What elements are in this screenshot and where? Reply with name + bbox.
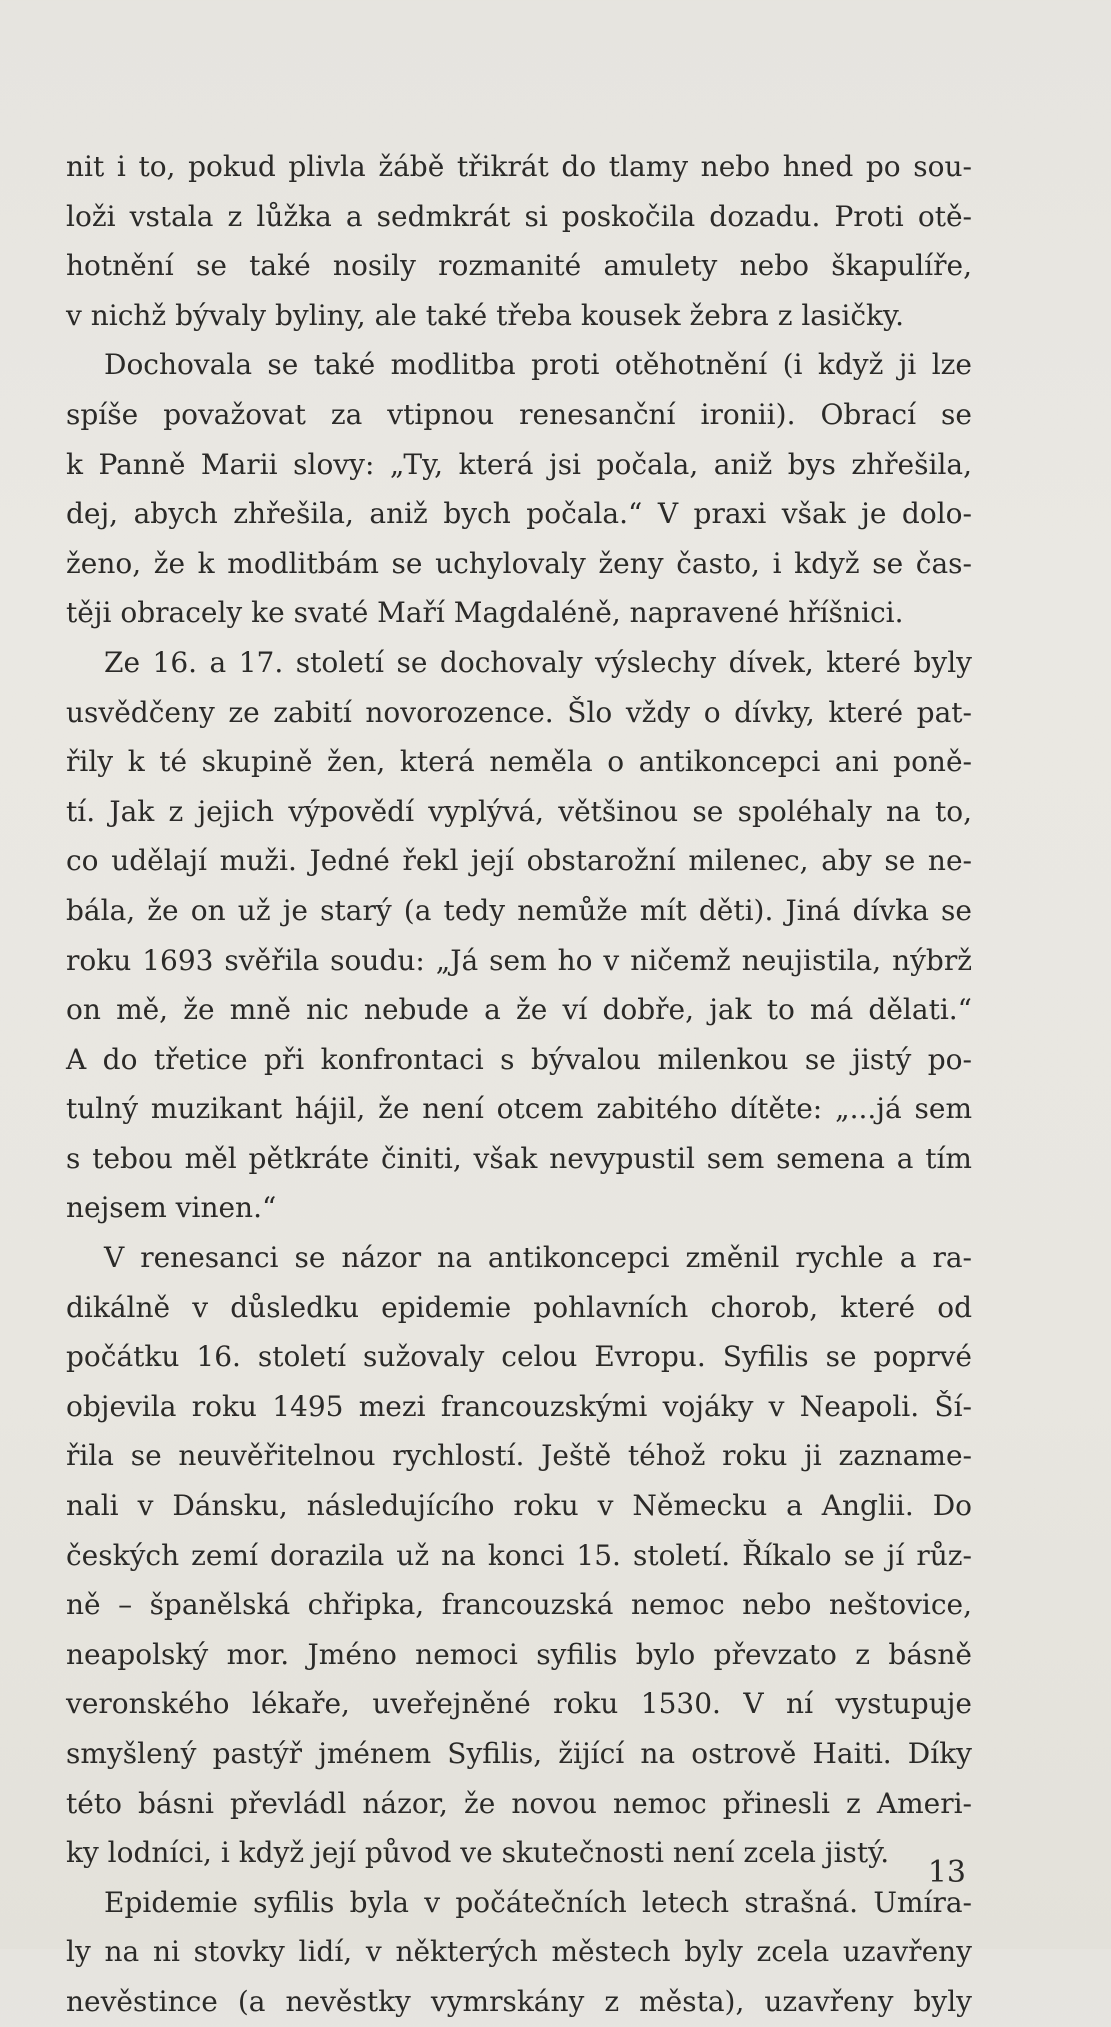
text-line: řila se neuvěřitelnou rychlostí. Ještě téhož roku ji zaznamе- [66, 1439, 972, 1473]
text-line: spíše považovat za vtipnou renesanční ironii). Obrací se [66, 397, 972, 431]
text-line: této básni převládl názor, že novou nemoc přinesli z Ameri- [66, 1786, 972, 1820]
text-line: objevila roku 1495 mezi francouzskými vojáky v Neapoli. Ší- [66, 1389, 972, 1423]
text-line: ly na ni stovky lidí, v některých městech byly zcela uzavřeny [66, 1935, 972, 1969]
text-line: A do třetice při konfrontaci s bývalou milenkou se jistý po- [66, 1042, 972, 1076]
body-text [66, 142, 972, 2027]
text-line: s tebou měl pětkráte činiti, však nevypustil sem semena a tím [66, 1141, 972, 1175]
text-line: Dochovala se také modlitba proti otěhotnění (i když ji lze [104, 348, 972, 382]
text-line: Epidemie syfilis byla v počátečních letech strašná. Umíra- [104, 1885, 972, 1919]
text-line: řily k té skupině žen, která neměla o antikoncepci ani poně- [66, 745, 972, 779]
text-line: v nichž bývaly byliny, ale také třeba kousek žebra z lasičky. [66, 298, 904, 332]
text-line: těji obracely ke svaté Maří Magdaléně, napravené hříšnici. [66, 596, 904, 630]
text-line: ženo, že k modlitbám se uchylovaly ženy často, i když se čas- [66, 546, 972, 580]
text-line: hotnění se také nosily rozmanité amulety nebo škapulíře, [66, 249, 972, 283]
text-line: smyšlený pastýř jménem Syfilis, žijící na ostrově Haiti. Díky [66, 1737, 972, 1770]
text-line: loži vstala z lůžka a sedmkrát si poskočila dozadu. Proti otě- [66, 199, 972, 233]
text-line: usvědčeny ze zabití novorozence. Šlo vždy o dívky, které pat- [66, 695, 972, 729]
text-line: dikálně v důsledku epidemie pohlavních chorob, které od [66, 1290, 972, 1324]
text-line: veronského lékaře, uveřejněné roku 1530. V ní vystupuje [66, 1687, 972, 1721]
text-line: nali v Dánsku, následujícího roku v Německu a Anglii. Do [66, 1489, 972, 1523]
page-number: 13 [927, 1855, 966, 1890]
text-line: tí. Jak z jejich výpovědí vyplývá, většinou se spoléhaly na to, [66, 794, 972, 828]
text-line: nejsem vinen.“ [66, 1191, 277, 1225]
text-line: k Panně Marii slovy: „Ty, která jsi počala, aniž bys zhřešila, [66, 447, 972, 481]
text-line: V renesanci se názor na antikoncepci změnil rychle a ra- [104, 1241, 972, 1275]
text-line: on mě, že mně nic nebude a že ví dobře, jak to má dělati.“ [66, 993, 972, 1027]
text-line: ky lodníci, i když její původ ve skutečnosti není zcela jistý. [66, 1836, 890, 1870]
text-line: českých zemí dorazila už na konci 15. století. Říkalo se jí růz- [66, 1538, 972, 1572]
text-line: tulný muzikant hájil, že není otcem zabitého dítěte: „...já sem [66, 1092, 972, 1126]
text-line: nit i to, pokud plivla žábě třikrát do tlamy nebo hned po sou- [66, 150, 972, 183]
text-line: roku 1693 svěřila soudu: „Já sem ho v ničemž neujistila, nýbrž [66, 943, 972, 977]
text-line: počátku 16. století sužovaly celou Evropu. Syfilis se poprvé [66, 1340, 972, 1374]
text-line: bála, že on už je starý (a tedy nemůže mít děti). Jiná dívka se [66, 893, 972, 927]
text-line: nevěstince (a nevěstky vymrskány z města), uzavřeny byly [66, 1984, 972, 2018]
text-line: dej, abych zhřešila, aniž bych počala.“ V praxi však je dolo- [66, 497, 972, 531]
text-line: ně – španělská chřipka, francouzská nemoc nebo neštovice, [66, 1588, 972, 1622]
text-line: Ze 16. a 17. století se dochovaly výslechy dívek, které byly [104, 645, 972, 679]
text-line: neapolský mor. Jméno nemoci syfilis bylo převzato z básně [66, 1637, 972, 1671]
text-line: co udělají muži. Jedné řekl její obstarožní milenec, aby se ne- [66, 844, 972, 878]
